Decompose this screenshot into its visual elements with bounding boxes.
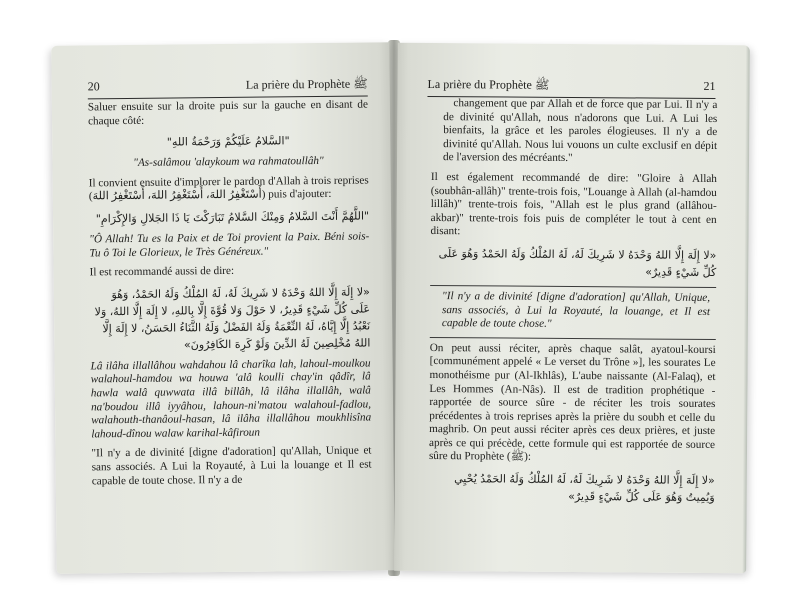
paragraph: "Il n'y a de divinité [digne d'adoration] qu'Allah, Unique et sans associés. A Lui la Royauté, à Lui la louange et Il est capable de toute chose. Il n'y a de: [91, 444, 372, 487]
left-page-header: [88, 76, 368, 99]
left-page: [51, 42, 395, 574]
page-number: 21: [703, 78, 716, 93]
right-page-header: [427, 77, 715, 99]
arabic-text: "السَّلامُ عَلَيْكُمْ وَرَحْمَةُ اللهِ": [166, 134, 290, 149]
italic-transliteration: Lâ ilâha illallâhou wahdahou lâ charîka lah, lahoul-moulkou walahoul-hamdou wa houwa 'alâ koulli chay'in qâdîr, lâ hawla walâ quwwata illâ billâh, lâ ilâha illallâh, walâ na'boudou illâ iyyâhou, lahoun-ni'matou walahoul-fadlou, walahouth-thanâoul-hasan, lâ ilâha illallâhou moukhlisîna lahoud-dînou walaw karihal-kâfiroun: [90, 357, 372, 441]
paragraph: Il est également recommandé de dire: "Gloire à Allah (soubhân-allâh)" trente-trois fois, "Louange à Allah (al-hamdou lillâh)" trente-trois fois, "Allah est le plus grand (allâhou-akbar)" trente-trois fois puis de compléter le tout à cent en disant:: [430, 170, 717, 238]
italic-translation: "Il n'y a de divinité [digne d'adoration] qu'Allah, Unique, sans associés, à Lui la Royauté, la louange, et Il est capable de toute chose.": [441, 290, 711, 330]
right-page: [394, 43, 750, 573]
running-title: La prière du Prophète ﷺ: [245, 76, 368, 92]
transliteration: "As-salâmou 'alaykoum wa rahmatoullâh": [133, 155, 324, 170]
page-edge-shadow: [742, 45, 750, 573]
arabic-text: «لا إِلَهَ إِلَّا اللهُ وَحْدَهُ لا شَرِيكَ لَهُ، لَهُ المُلْكُ وَلَهُ الحَمْدُ، وَهُوَ عَلَى كُلِّ شَيْءٍ قَدِيرٌ، لا حَوْلَ وَلا قُوَّةَ إِلَّا بِاللهِ، لا إِلَهَ إِلَّا اللهُ، وَلا نَعْبُدُ إِلَّا إِيَّاهُ، لَهُ النِّعْمَةُ وَلَهُ الفَضْلُ وَلَهُ الثَّنَاءُ الحَسَنُ، لا إِلَهَ إِلَّا اللهُ مُخْلِصِينَ لَهُ الدِّينَ وَلَوْ كَرِهَ الكَافِرُونَ»: [94, 285, 371, 352]
arabic-text: «لا إِلَهَ إِلَّا اللهُ وَحْدَهُ لا شَرِيكَ لَهُ، لَهُ المُلْكُ وَلَهُ الحَمْدُ وَهُوَ عَلَى كُلِّ شَيْءٍ قَدِيرٌ»: [438, 247, 717, 279]
paragraph: changement que par Allah et de force que par Lui. Il n'y a de divinité qu'Allah, nous n'adorons que Lui. A Lui les bienfaits, la grâce et les paroles élogieuses. Il n'y a de divinité qu'Allah. Nous lui vouons un culte exclusif en dépit de l'aversion des mécréants.": [443, 97, 718, 165]
page-number: 20: [87, 79, 100, 94]
paragraph: Il convient ensuite d'implorer le pardon d'Allah à trois reprises (أَسْتَغْفِرُ اللهَ، أَسْتَغْفِرُ اللهَ، أَسْتَغْفِرُ اللهَ) puis d'ajouter:: [88, 174, 369, 203]
paragraph: On peut aussi réciter, après chaque salât, ayatoul-koursi [communément appelé « Le verset du Trône »], les sourates Le monothéisme pur (Al-Ikhlâs), L'aube naissante (Al-Falaq), et Les Hommes (An-Nâs). Il est de tradition prophétique - rapportée de source sûre - de réciter les trois sourates précédentes à trois reprises après la prière du soubh et celle du maghrib. On peut aussi réciter après ces deux prières, et juste après ce qui précède, cette formule qui est rapportée de source sûre du Prophète (ﷺ):: [428, 341, 716, 464]
italic-translation: "Ô Allah! Tu es la Paix et de Toi provient la Paix. Béni sois-Tu ô Toi le Glorieux, le Très Généreux.": [89, 230, 370, 259]
divider: [430, 337, 716, 340]
right-page-content: [428, 97, 717, 565]
divider: [430, 285, 716, 288]
arabic-text: "اللَّهُمَّ أَنْتَ السَّلامُ وَمِنْكَ السَّلامُ تَبَارَكْتَ يَا ذَا الجَلالِ وَالإِكْرَامِ": [95, 209, 370, 226]
paragraph: Saluer ensuite sur la droite puis sur la gauche en disant de chaque côté:: [87, 98, 368, 127]
running-title: La prière du Prophète ﷺ: [427, 76, 550, 92]
paragraph: Il est recommandé aussi de dire:: [89, 265, 235, 279]
left-page-content: [88, 98, 373, 565]
arabic-text: «لا إِلَهَ إِلَّا اللهُ وَحْدَهُ لا شَرِيكَ لَهُ، لَهُ المُلْكُ وَلَهُ الحَمْدُ يُحْيِي وَيُمِيتُ وَهُوَ عَلَى كُلِّ شَيْءٍ قَدِيرٌ»: [454, 472, 715, 505]
